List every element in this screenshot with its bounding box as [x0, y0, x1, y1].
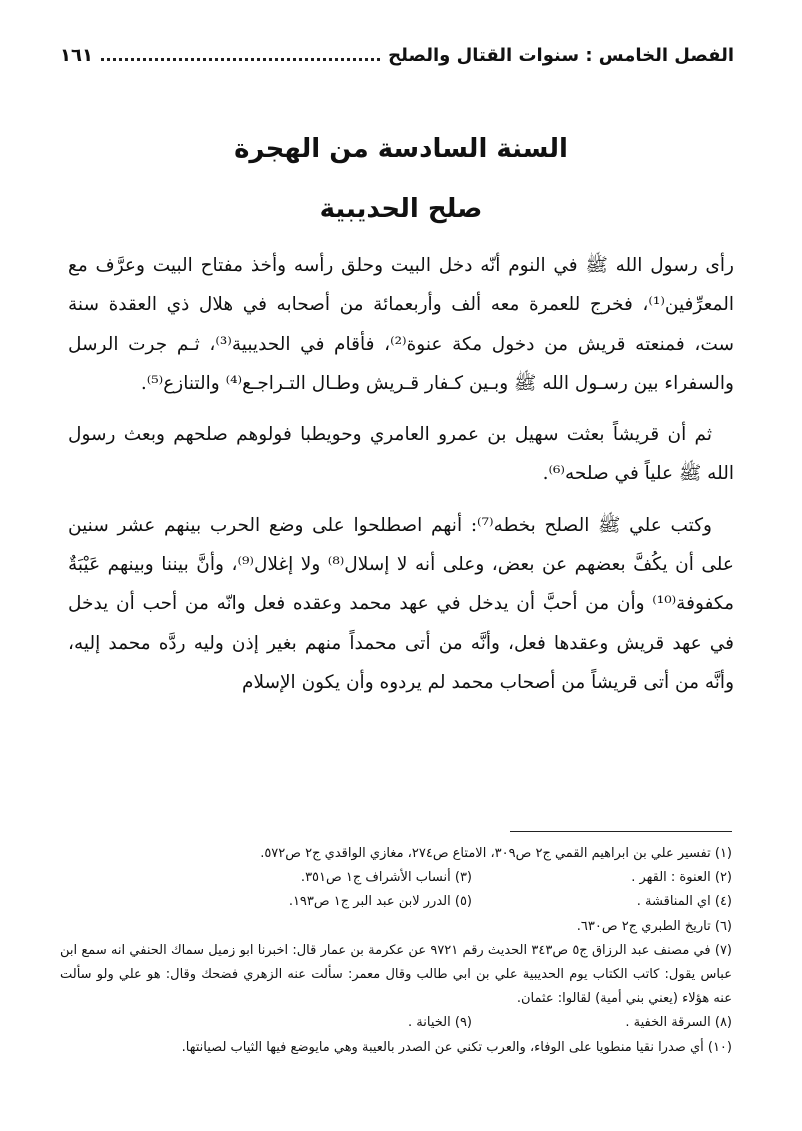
footnote-1: (١) تفسير علي بن ابراهيم القمي ج٢ ص٣٠٩، الامتاع ص٢٧٤، مغازي الواقدي ج٢ ص٥٧٢. [260, 846, 732, 861]
footnote-9: (٩) الخيانة . [408, 1015, 472, 1031]
footnote-5: (٥) الدرر لابن عبد البر ج١ ص١٩٣. [288, 894, 472, 910]
footnote-10: (١٠) أي صدرا نقيا منطويا على الوفاء، والعرب تكني عن الصدر بالعيبة وهي مايوضع فيها الثياب لصيانتها. [181, 1039, 732, 1055]
footnote-2: (٢) العنوة : القهر . [631, 870, 732, 886]
footnote-3: (٣) أنساب الأشراف ج١ ص٣٥١. [300, 870, 472, 886]
footnote-8: (٨) السرقة الخفية . [625, 1015, 732, 1031]
footnote-row-4-5 [60, 890, 732, 914]
leader-dots [101, 58, 380, 61]
main-text [68, 246, 734, 714]
section-heading: صلح الحديبية [319, 194, 483, 224]
footnote-6: (٦) تاريخ الطبري ج٢ ص٦٣٠. [576, 918, 732, 934]
year-heading: السنة السادسة من الهجرة [234, 134, 568, 164]
footnote-row-8-9 [60, 1011, 732, 1035]
footnote-separator [510, 831, 732, 832]
paragraph-1: رأى رسول الله ﷺ في النوم أنّه دخل البيت وحلق رأسه وأخذ مفتاح البيت وعرَّف مع المعرِّفين⁽¹⁾، فخرج للعمرة معه ألف وأربعمائة من أصحابه في هلال ذي العقدة سنة ست، فمنعته قريش من دخول مكة عنوة⁽²⁾، فأقام في الحديبية⁽³⁾، ثـم جرت الرسل والسفراء بين رسـول الله ﷺ وبـين كـفار قـريش وطـال التـراجـع⁽⁴⁾ والتنازع⁽⁵⁾. [68, 255, 734, 394]
running-header [60, 38, 734, 72]
footnote-4: (٤) اي المناقشة . [636, 894, 732, 910]
page-number: ١٦١ [60, 44, 93, 66]
footnote-7: (٧) في مصنف عبد الرزاق ج٥ ص٣٤٣ الحديث رقم ٩٧٢١ عن عكرمة بن عمار قال: اخبرنا ابو زميل سماك الحنفي انه سمع ابن عباس يقول: كاتب الكتاب يوم الحديبية علي بن ابي طالب وقال معمر: سألت عنه الزهري فضحك وقال: هو علي ولو سألت عنه هؤلاء (يعني بني أمية) لقالوا: عثمان. [60, 942, 732, 1007]
paragraph-2: ثم أن قريشاً بعثت سهيل بن عمرو العامري وحويطبا فولوهم صلحهم وبعث رسول الله ﷺ علياً في صلحه⁽⁶⁾. [68, 424, 734, 485]
footnotes [60, 842, 732, 1060]
footnote-row-2-3 [60, 866, 732, 890]
paragraph-3: وكتب علي ﷺ الصلح بخطه⁽⁷⁾: أنهم اصطلحوا على وضع الحرب بينهم عشر سنين على أن يكُفَّ بعضهم عن بعض، وعلى أنه لا إسلال⁽⁸⁾ ولا إغلال⁽⁹⁾، وأنَّ بيننا وبينهم عَيْبَةٌ مكفوفة⁽¹⁰⁾ وأن من أحبَّ أن يدخل في عهد محمد وعقده فعل وانّه من أحب أن يدخل في عهد قريش وعقدها فعل، وأنَّه من أتى محمداً منهم بغير إذن وليه ردَّه محمد إليه، وأنَّه من أتى قريشاً من أصحاب محمد لم يردوه وأن يكون الإسلام [68, 514, 734, 693]
chapter-title: الفصل الخامس : سنوات القتال والصلح [388, 44, 734, 66]
